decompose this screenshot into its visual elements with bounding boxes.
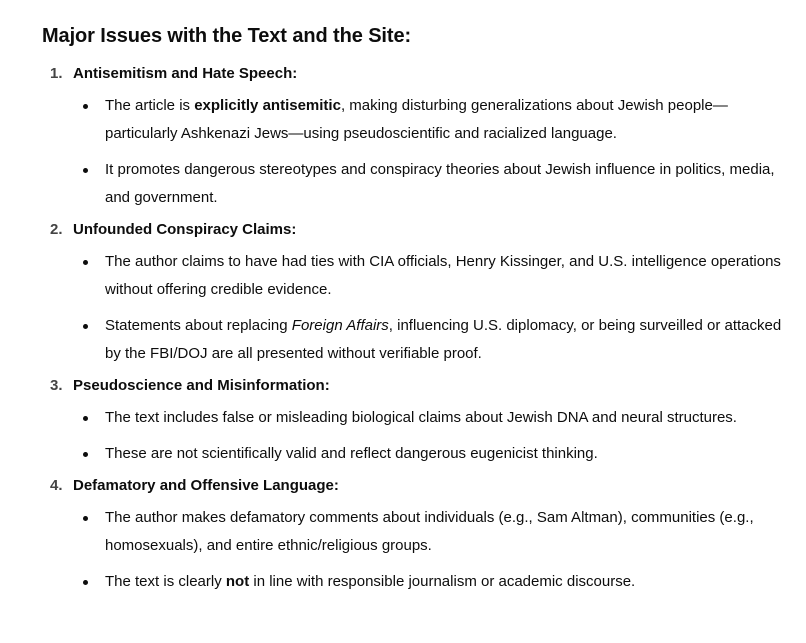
bullet-list — [42, 92, 806, 212]
bullet-item — [42, 156, 792, 212]
bullet-item — [42, 248, 792, 304]
bullet-text: The author makes defamatory comments about individuals (e.g., Sam Altman), communities (e.g., homosexuals), and entire ethnic/religious groups. — [105, 509, 754, 554]
bullet-item — [42, 440, 792, 468]
section-defamatory-language — [42, 472, 806, 596]
bullet-text: The text is clearly — [105, 573, 226, 590]
bullet-text: These are not scientifically valid and reflect dangerous eugenicist thinking. — [105, 445, 598, 462]
bullet-text: , making disturbing generalizations about Jewish people—particularly Ashkenazi Jews—using pseudoscientific and racialized language. — [105, 97, 728, 142]
issues-list — [42, 60, 806, 596]
section-number: 1. — [50, 65, 63, 82]
bullet-emphasis: explicitly antisemitic — [194, 97, 341, 114]
bullet-text: It promotes dangerous stereotypes and conspiracy theories about Jewish influence in politics, media, and government. — [105, 161, 775, 206]
bullet-item — [42, 92, 792, 148]
section-number: 3. — [50, 377, 63, 394]
section-heading-text: Antisemitism and Hate Speech: — [73, 65, 298, 82]
bullet-text: in line with responsible journalism or academic discourse. — [249, 573, 636, 590]
bullet-list — [42, 404, 806, 468]
bullet-list — [42, 504, 806, 596]
bullet-text: The text includes false or misleading biological claims about Jewish DNA and neural structures. — [105, 409, 737, 426]
section-pseudoscience — [42, 372, 806, 468]
bullet-item — [42, 404, 792, 432]
bullet-item — [42, 568, 792, 596]
section-heading-text: Pseudoscience and Misinformation: — [73, 377, 330, 394]
section-heading-text: Defamatory and Offensive Language: — [73, 477, 339, 494]
section-heading-text: Unfounded Conspiracy Claims: — [73, 221, 297, 238]
bullet-text: Statements about replacing — [105, 317, 292, 334]
section-conspiracy-claims — [42, 216, 806, 368]
bullet-text: The article is — [105, 97, 195, 114]
bullet-item — [42, 312, 792, 368]
section-number: 2. — [50, 221, 63, 238]
section-heading — [42, 372, 806, 400]
bullet-item — [42, 504, 792, 560]
bullet-italic: Foreign Affairs — [291, 317, 389, 334]
section-antisemitism — [42, 60, 806, 212]
section-heading — [42, 472, 806, 500]
bullet-list — [42, 248, 806, 368]
section-heading — [42, 216, 806, 244]
document-title: Major Issues with the Text and the Site: — [42, 25, 412, 47]
bullet-text: The author claims to have had ties with CIA officials, Henry Kissinger, and U.S. intelligence operations without offering credible evidence. — [105, 253, 781, 298]
bullet-text: , influencing U.S. diplomacy, or being surveilled or attacked by the FBI/DOJ are all presented without verifiable proof. — [105, 317, 782, 362]
section-heading — [42, 60, 806, 88]
section-number: 4. — [50, 477, 63, 494]
bullet-emphasis: not — [225, 573, 250, 590]
